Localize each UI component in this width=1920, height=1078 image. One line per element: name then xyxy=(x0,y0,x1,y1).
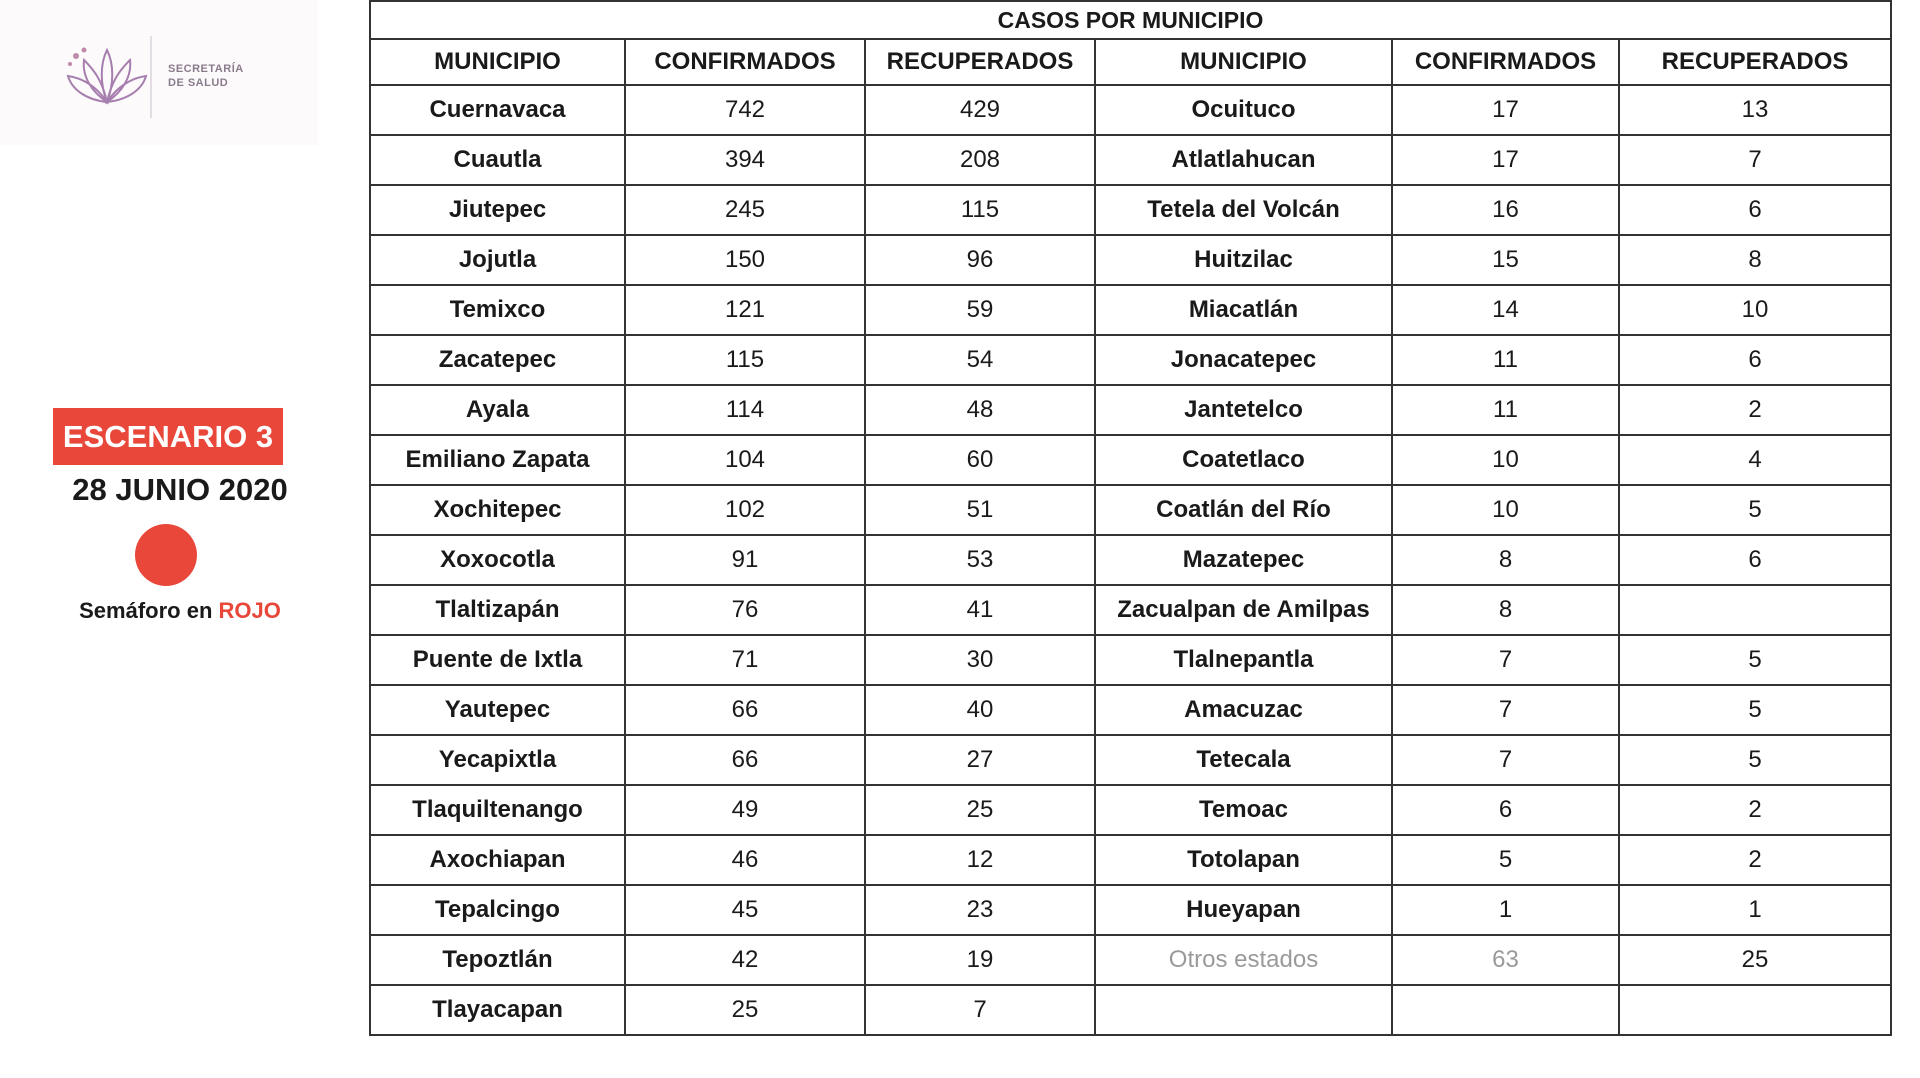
column-header: RECUPERADOS xyxy=(865,39,1095,85)
municipality-cell: Tepoztlán xyxy=(370,935,625,985)
column-header: RECUPERADOS xyxy=(1619,39,1891,85)
municipality-cell: Atlatlahucan xyxy=(1095,135,1392,185)
municipality-cell: Ocuituco xyxy=(1095,85,1392,135)
table-body xyxy=(370,85,1891,1035)
recovered-cell: 7 xyxy=(1619,135,1891,185)
confirmed-cell: 11 xyxy=(1392,385,1619,435)
recovered-cell: 51 xyxy=(865,485,1095,535)
municipality-cell: Jiutepec xyxy=(370,185,625,235)
recovered-cell: 2 xyxy=(1619,785,1891,835)
table-title: CASOS POR MUNICIPIO xyxy=(370,1,1891,39)
municipality-cell: Tlaltizapán xyxy=(370,585,625,635)
municipality-cell: Huitzilac xyxy=(1095,235,1392,285)
recovered-cell xyxy=(1619,985,1891,1035)
municipality-cell: Puente de Ixtla xyxy=(370,635,625,685)
recovered-cell: 6 xyxy=(1619,185,1891,235)
column-header: MUNICIPIO xyxy=(1095,39,1392,85)
recovered-cell: 60 xyxy=(865,435,1095,485)
municipality-cell: Miacatlán xyxy=(1095,285,1392,335)
confirmed-cell: 46 xyxy=(625,835,865,885)
confirmed-cell: 16 xyxy=(1392,185,1619,235)
recovered-cell: 4 xyxy=(1619,435,1891,485)
table-row xyxy=(370,885,1891,935)
recovered-cell: 6 xyxy=(1619,535,1891,585)
semaforo-status xyxy=(30,598,330,624)
confirmed-cell: 742 xyxy=(625,85,865,135)
confirmed-cell: 76 xyxy=(625,585,865,635)
recovered-cell: 2 xyxy=(1619,835,1891,885)
municipality-cell: Tlayacapan xyxy=(370,985,625,1035)
table-row xyxy=(370,535,1891,585)
confirmed-cell: 91 xyxy=(625,535,865,585)
recovered-cell: 96 xyxy=(865,235,1095,285)
logo-text xyxy=(168,62,244,90)
table-row xyxy=(370,935,1891,985)
municipality-cell: Totolapan xyxy=(1095,835,1392,885)
municipality-cell: Jonacatepec xyxy=(1095,335,1392,385)
municipality-cell: Xoxocotla xyxy=(370,535,625,585)
recovered-cell: 30 xyxy=(865,635,1095,685)
confirmed-cell: 10 xyxy=(1392,435,1619,485)
recovered-cell: 8 xyxy=(1619,235,1891,285)
confirmed-cell: 121 xyxy=(625,285,865,335)
confirmed-cell: 71 xyxy=(625,635,865,685)
recovered-cell: 59 xyxy=(865,285,1095,335)
lotus-flower-icon xyxy=(62,42,152,112)
municipality-cell: Tlaquiltenango xyxy=(370,785,625,835)
table-row xyxy=(370,185,1891,235)
recovered-cell: 429 xyxy=(865,85,1095,135)
municipality-cell: Amacuzac xyxy=(1095,685,1392,735)
traffic-light-red-dot xyxy=(135,524,197,586)
confirmed-cell: 10 xyxy=(1392,485,1619,535)
confirmed-cell: 7 xyxy=(1392,685,1619,735)
semaforo-prefix: Semáforo en xyxy=(79,598,219,623)
municipality-cell: Emiliano Zapata xyxy=(370,435,625,485)
table-row xyxy=(370,85,1891,135)
recovered-cell: 10 xyxy=(1619,285,1891,335)
confirmed-cell: 6 xyxy=(1392,785,1619,835)
recovered-cell: 48 xyxy=(865,385,1095,435)
table-row xyxy=(370,735,1891,785)
table-row xyxy=(370,435,1891,485)
municipality-cell: Xochitepec xyxy=(370,485,625,535)
municipality-cell: Temixco xyxy=(370,285,625,335)
table-row xyxy=(370,635,1891,685)
municipality-cell: Yautepec xyxy=(370,685,625,735)
table-row xyxy=(370,135,1891,185)
municipality-cell: Zacualpan de Amilpas xyxy=(1095,585,1392,635)
municipality-cell: Temoac xyxy=(1095,785,1392,835)
municipality-cell: Zacatepec xyxy=(370,335,625,385)
confirmed-cell: 104 xyxy=(625,435,865,485)
logo-line-1: SECRETARÍA xyxy=(168,63,244,75)
table-row xyxy=(370,835,1891,885)
recovered-cell: 6 xyxy=(1619,335,1891,385)
recovered-cell: 40 xyxy=(865,685,1095,735)
municipality-cell: Hueyapan xyxy=(1095,885,1392,935)
municipality-cell: Tlalnepantla xyxy=(1095,635,1392,685)
recovered-cell: 25 xyxy=(1619,935,1891,985)
municipality-cell: Axochiapan xyxy=(370,835,625,885)
recovered-cell: 208 xyxy=(865,135,1095,185)
confirmed-cell: 66 xyxy=(625,735,865,785)
confirmed-cell: 15 xyxy=(1392,235,1619,285)
confirmed-cell: 17 xyxy=(1392,135,1619,185)
municipality-cell: Ayala xyxy=(370,385,625,435)
recovered-cell: 13 xyxy=(1619,85,1891,135)
confirmed-cell: 5 xyxy=(1392,835,1619,885)
confirmed-cell: 25 xyxy=(625,985,865,1035)
table-row xyxy=(370,585,1891,635)
confirmed-cell: 17 xyxy=(1392,85,1619,135)
municipality-cell: Tetela del Volcán xyxy=(1095,185,1392,235)
confirmed-cell: 115 xyxy=(625,335,865,385)
confirmed-cell: 245 xyxy=(625,185,865,235)
recovered-cell: 53 xyxy=(865,535,1095,585)
recovered-cell: 5 xyxy=(1619,485,1891,535)
semaforo-color-word: ROJO xyxy=(218,598,281,623)
confirmed-cell: 394 xyxy=(625,135,865,185)
logo-line-2: DE SALUD xyxy=(168,77,229,89)
confirmed-cell: 7 xyxy=(1392,735,1619,785)
municipality-cell: Coatetlaco xyxy=(1095,435,1392,485)
municipality-cell xyxy=(1095,985,1392,1035)
cases-by-municipality-table xyxy=(369,0,1892,1036)
confirmed-cell: 49 xyxy=(625,785,865,835)
table-row xyxy=(370,685,1891,735)
report-date: 28 JUNIO 2020 xyxy=(72,472,288,507)
confirmed-cell: 8 xyxy=(1392,535,1619,585)
logo-divider xyxy=(150,36,152,118)
table-row xyxy=(370,785,1891,835)
confirmed-cell xyxy=(1392,985,1619,1035)
recovered-cell xyxy=(1619,585,1891,635)
municipality-cell: Mazatepec xyxy=(1095,535,1392,585)
municipality-cell: Tetecala xyxy=(1095,735,1392,785)
confirmed-cell: 11 xyxy=(1392,335,1619,385)
municipality-cell: Yecapixtla xyxy=(370,735,625,785)
recovered-cell: 23 xyxy=(865,885,1095,935)
confirmed-cell: 7 xyxy=(1392,635,1619,685)
table-row xyxy=(370,385,1891,435)
municipality-cell: Jojutla xyxy=(370,235,625,285)
table-row xyxy=(370,485,1891,535)
municipality-cell: Otros estados xyxy=(1095,935,1392,985)
column-header: MUNICIPIO xyxy=(370,39,625,85)
column-header: CONFIRMADOS xyxy=(625,39,865,85)
municipality-cell: Cuernavaca xyxy=(370,85,625,135)
column-header: CONFIRMADOS xyxy=(1392,39,1619,85)
table-header-row xyxy=(370,39,1891,85)
recovered-cell: 5 xyxy=(1619,735,1891,785)
municipality-cell: Tepalcingo xyxy=(370,885,625,935)
secretaria-salud-logo xyxy=(0,0,318,145)
confirmed-cell: 114 xyxy=(625,385,865,435)
scenario-badge: ESCENARIO 3 xyxy=(53,408,283,465)
municipality-cell: Coatlán del Río xyxy=(1095,485,1392,535)
recovered-cell: 5 xyxy=(1619,635,1891,685)
confirmed-cell: 66 xyxy=(625,685,865,735)
recovered-cell: 25 xyxy=(865,785,1095,835)
confirmed-cell: 150 xyxy=(625,235,865,285)
recovered-cell: 54 xyxy=(865,335,1095,385)
confirmed-cell: 8 xyxy=(1392,585,1619,635)
recovered-cell: 27 xyxy=(865,735,1095,785)
confirmed-cell: 63 xyxy=(1392,935,1619,985)
recovered-cell: 5 xyxy=(1619,685,1891,735)
recovered-cell: 2 xyxy=(1619,385,1891,435)
recovered-cell: 7 xyxy=(865,985,1095,1035)
confirmed-cell: 42 xyxy=(625,935,865,985)
recovered-cell: 1 xyxy=(1619,885,1891,935)
table-row xyxy=(370,285,1891,335)
recovered-cell: 41 xyxy=(865,585,1095,635)
municipality-cell: Cuautla xyxy=(370,135,625,185)
recovered-cell: 115 xyxy=(865,185,1095,235)
confirmed-cell: 102 xyxy=(625,485,865,535)
confirmed-cell: 14 xyxy=(1392,285,1619,335)
table-row xyxy=(370,335,1891,385)
municipality-cell: Jantetelco xyxy=(1095,385,1392,435)
table-row xyxy=(370,985,1891,1035)
recovered-cell: 19 xyxy=(865,935,1095,985)
confirmed-cell: 1 xyxy=(1392,885,1619,935)
recovered-cell: 12 xyxy=(865,835,1095,885)
confirmed-cell: 45 xyxy=(625,885,865,935)
table-row xyxy=(370,235,1891,285)
